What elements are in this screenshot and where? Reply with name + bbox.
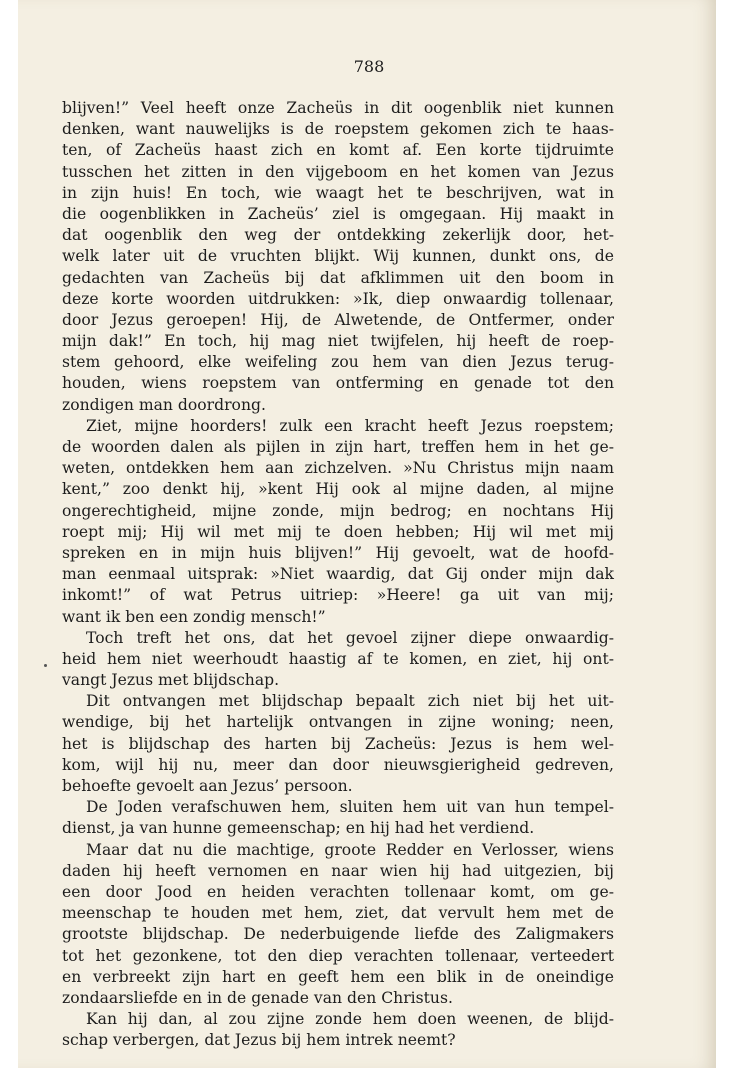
page-number: 788 (353, 57, 385, 76)
text-line: tot het gezonkene, tot den diep verachten tollenaar, verteedert (62, 946, 614, 965)
text-line: want ik ben een zondig mensch!” (62, 607, 326, 626)
text-line: Maar dat nu die machtige, groote Redder en Verlosser, wiens (86, 840, 614, 859)
text-line: daden hij heeft vernomen en naar wien hij had uitgezien, bij (62, 861, 614, 880)
text-line: de woorden dalen als pijlen in zijn hart, treffen hem in het ge- (62, 438, 614, 456)
text-line: kent,” zoo denkt hij, »kent Hij ook al mijne daden, al mijne (62, 480, 614, 499)
margin-mark (44, 664, 47, 667)
text-line: en verbreekt zijn hart en geeft hem een blik in de oneindige (62, 967, 614, 986)
text-line: gedachten van Zacheüs bij dat afklimmen uit den boom in (62, 268, 614, 287)
text-line: zondaarsliefde en in de genade van den Christus. (62, 988, 453, 1007)
text-line: mijn dak!” En toch, hij mag niet twijfelen, hij heeft de roep- (62, 332, 614, 351)
text-line: Kan hij dan, al zou zijne zonde hem doen weenen, de blijd- (86, 1010, 614, 1029)
text-line: kom, wijl hij nu, meer dan door nieuwsgierigheid gedreven, (62, 755, 614, 774)
text-line: dat oogenblik den weg der ontdekking zekerlijk door, het- (62, 226, 614, 245)
text-line: behoefte gevoelt aan Jezus’ persoon. (62, 777, 353, 795)
text-line: die oogenblikken in Zacheüs’ ziel is omgegaan. Hij maakt in (62, 204, 614, 223)
text-line: stem gehoord, elke weifeling zou hem van dien Jezus terug- (62, 353, 614, 372)
text-line: in zijn huis! En toch, wie waagt het te beschrijven, wat in (62, 183, 614, 202)
text-line: roept mij; Hij wil met mij te doen hebben; Hij wil met mij (62, 522, 614, 541)
text-line: denken, want nauwelijks is de roepstem gekomen zich te haas- (62, 120, 614, 139)
text-line: heid hem niet weerhoudt haastig af te komen, en ziet, hij ont- (62, 649, 614, 668)
text-line: Toch treft het ons, dat het gevoel zijner diepe onwaardig- (86, 628, 614, 647)
text-line: blijven!” Veel heeft onze Zacheüs in dit oogenblik niet kunnen (62, 99, 614, 117)
text-line: grootste blijdschap. De nederbuigende liefde des Zaligmakers (62, 925, 614, 944)
text-line: Ziet, mijne hoorders! zulk een kracht heeft Jezus roepstem; (86, 416, 614, 435)
text-line: weten, ontdekken hem aan zichzelven. »Nu Christus mijn naam (62, 459, 614, 478)
text-line: zondigen man doordrong. (62, 395, 266, 414)
text-line: schap verbergen, dat Jezus bij hem intrek neemt? (62, 1031, 456, 1050)
text-line: door Jezus geroepen! Hij, de Alwetende, de Ontfermer, onder (62, 310, 614, 329)
text-line: houden, wiens roepstem van ontferming en genade tot den (62, 374, 614, 393)
text-line: vangt Jezus met blijdschap. (62, 671, 280, 690)
text-line: ongerechtigheid, mijne zonde, mijn bedrog; en nochtans Hij (62, 501, 614, 520)
text-line: inkomt!” of wat Petrus uitriep: »Heere! ga uit van mij; (62, 586, 614, 605)
text-line: De Joden verafschuwen hem, sluiten hem uit van hun tempel- (86, 798, 614, 817)
text-line: meenschap te houden met hem, ziet, dat vervult hem met de (62, 904, 614, 923)
text-line: spreken en in mijn huis blijven!” Hij gevoelt, wat de hoofd- (62, 543, 614, 562)
text-line: welk later uit de vruchten blijkt. Wij kunnen, dunkt ons, de (62, 247, 614, 266)
text-line: Dit ontvangen met blijdschap bepaalt zich niet bij het uit- (86, 692, 614, 711)
text-line: wendige, bij het hartelijk ontvangen in zijne woning; neen, (62, 713, 614, 732)
text-line: ten, of Zacheüs haast zich en komt af. Een korte tijdruimte (62, 141, 614, 160)
text-line: een door Jood en heiden verachten tollenaar komt, om ge- (62, 882, 614, 901)
text-line: man eenmaal uitsprak: »Niet waardig, dat Gij onder mijn dak (62, 565, 614, 584)
text-line: dienst, ja van hunne gemeenschap; en hij had het verdiend. (62, 819, 535, 838)
body-text (62, 98, 614, 1051)
text-line: tusschen het zitten in den vijgeboom en het komen van Jezus (62, 162, 614, 181)
text-line: deze korte woorden uitdrukken: »Ik, diep onwaardig tollenaar, (62, 289, 614, 308)
text-line: het is blijdschap des harten bij Zacheüs: Jezus is hem wel- (62, 734, 614, 753)
